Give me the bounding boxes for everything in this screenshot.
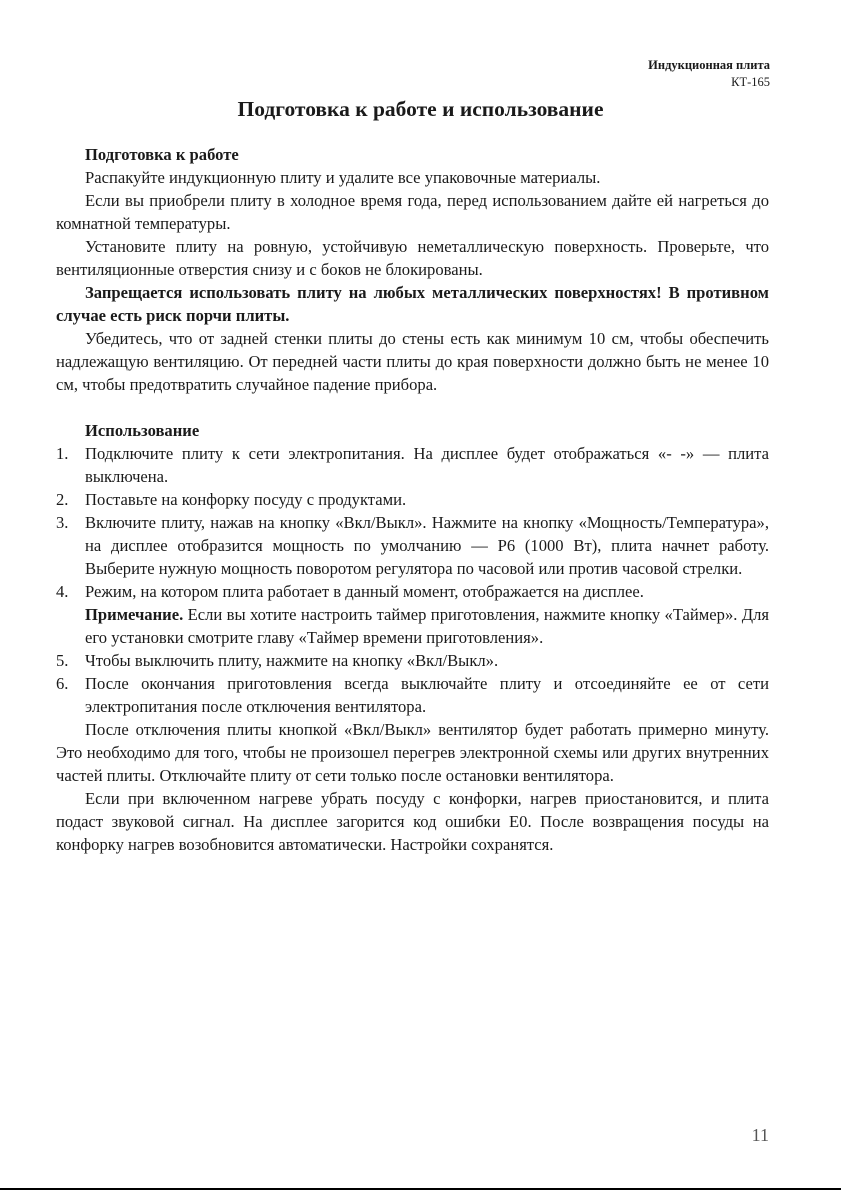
note [56,603,769,649]
step-text: Поставьте на конфорку посуду с продуктами. [85,490,407,509]
page-number: 11 [751,1125,769,1145]
page-body [56,143,769,856]
step-text: Чтобы выключить плиту, нажмите на кнопку «Вкл/Выкл». [85,651,499,670]
list-item [56,649,769,672]
section-heading-use: Использование [85,421,200,440]
section-heading-prep: Подготовка к работе [85,145,239,164]
step-number: 6. [56,674,69,693]
list-item [56,580,769,603]
paragraph: Если при включенном нагреве убрать посуду с конфорки, нагрев приостановится, и плита подаст звуковой сигнал. На дисплее загорится код ошибки E0. После возвращения посуды на конфорку нагрев возобновится автоматически. Настройки сохранятся. [56,789,769,854]
step-number: 1. [56,444,69,463]
step-text: После окончания приготовления всегда выключайте плиту и отсоединяйте ее от сети электропитания после отключения вентилятора. [85,674,769,716]
header-model: КТ-165 [731,75,770,89]
list-item [56,442,769,488]
bottom-rule [0,1188,841,1190]
step-text: Подключите плиту к сети электропитания. На дисплее будет отображаться «- -» — плита выключена. [85,444,769,486]
paragraph: Если вы приобрели плиту в холодное время года, перед использованием дайте ей нагреться до комнатной температуры. [56,191,769,233]
note-text: Если вы хотите настроить таймер приготовления, нажмите кнопку «Таймер». Для его установки смотрите главу «Таймер времени приготовления». [85,605,769,647]
step-number: 2. [56,490,69,509]
step-text: Режим, на котором плита работает в данный момент, отображается на дисплее. [85,582,644,601]
steps-list-continued [56,649,769,718]
note-label: Примечание. [85,605,184,624]
step-number: 3. [56,513,69,532]
paragraph: Установите плиту на ровную, устойчивую неметаллическую поверхность. Проверьте, что вентиляционные отверстия снизу и с боков не блокированы. [56,237,769,279]
page-title: Подготовка к работе и использование [237,97,604,121]
warning-text: Запрещается использовать плиту на любых металлических поверхностях! В противном случае есть риск порчи плиты. [56,283,769,325]
list-item [56,511,769,580]
paragraph: После отключения плиты кнопкой «Вкл/Выкл» вентилятор будет работать примерно минуту. Это необходимо для того, чтобы не произошел перегрев электронной схемы или других внутренних частей плиты. Отключайте плиту от сети только после остановки вентилятора. [56,720,769,785]
paragraph: Убедитесь, что от задней стенки плиты до стены есть как минимум 10 см, чтобы обеспечить надлежащую вентиляцию. От передней части плиты до края поверхности должно быть не менее 10 см, чтобы предотвратить случайное падение прибора. [56,329,769,394]
step-number: 4. [56,582,69,601]
paragraph: Распакуйте индукционную плиту и удалите все упаковочные материалы. [85,168,601,187]
list-item [56,488,769,511]
list-item [56,672,769,718]
steps-list [56,442,769,603]
running-header [648,57,770,91]
step-number: 5. [56,651,69,670]
step-text: Включите плиту, нажав на кнопку «Вкл/Выкл». Нажмите на кнопку «Мощность/Температура», на дисплее отобразится мощность по умолчанию — P6 (1000 Вт), плита начнет работу. Выберите нужную мощность поворотом регулятора по часовой или против часовой стрелки. [85,513,769,578]
header-product: Индукционная плита [648,58,770,72]
